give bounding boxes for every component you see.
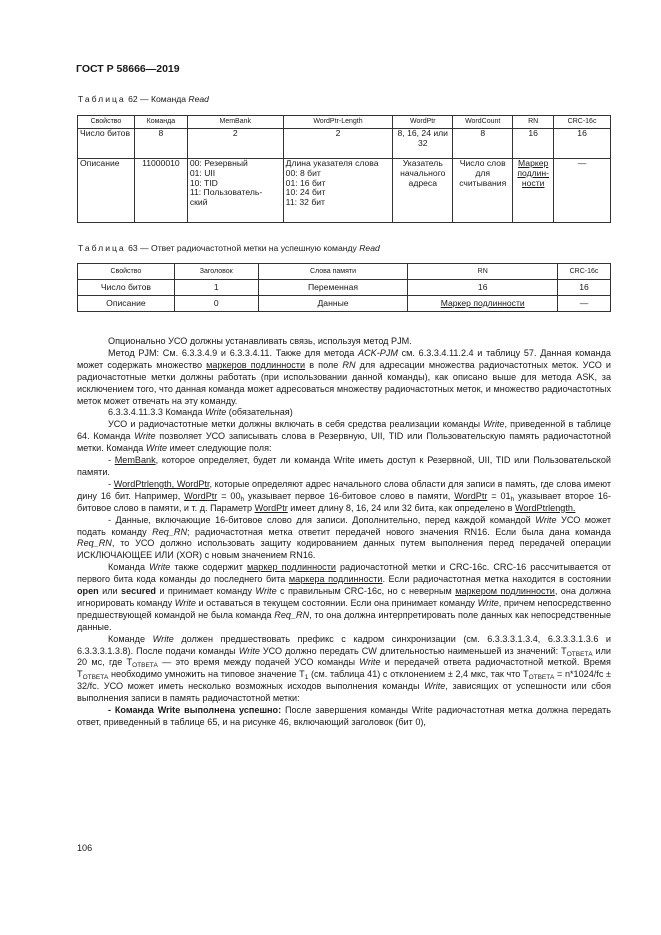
table-62-cell: 2 xyxy=(283,129,393,159)
paragraph: Команда Write также содержит маркер подлинности радиочастотной метки и CRC-16c. CRC-16 рассчитывается от первого бита кода команды до последнего бита маркера подлинности. Если радиочастотная метка находится в состоянии open или secured и принимает команду Write с правильным CRC-16c, но с неверным маркером подлинности, она должна игнорировать команду Write и оставаться в текущем состоянии. Если она принимает команду Write, причем непосредственно предшествующей командой не была команда Req_RN, то она должна интерпретировать поле данных как непосредственные данные. xyxy=(77,562,612,632)
table-63-row xyxy=(78,296,611,312)
table-63-cell: 1 xyxy=(174,280,258,296)
table-62-header-cell: WordPtr xyxy=(393,116,453,129)
table-62-cell: 16 xyxy=(554,129,611,159)
table-62-header-cell: WordPtr-Length xyxy=(283,116,393,129)
table-62-cell: 8, 16, 24 или 32 xyxy=(393,129,453,159)
page-number: 106 xyxy=(77,843,93,853)
table-62-cell: Длина указателя слова 00: 8 бит 01: 16 бит 10: 24 бит 11: 32 бит xyxy=(283,159,393,223)
table-62-cell: 8 xyxy=(453,129,513,159)
paragraph: - Данные, включающие 16-битовое слово для записи. Дополнительно, перед каждой командой Write УСО может подать команду Req_RN; радиочастотная метка ответит передачей нового значения RN16. Если была дана команда Req_RN, то УСО должно использовать защиту кодированием данных путем выполнения перед передачей операции ИСКЛЮЧАЮЩЕЕ ИЛИ (XOR) с новым значением RN16. xyxy=(77,514,612,561)
body-text xyxy=(77,336,611,729)
table-62-cell: 11000010 xyxy=(134,159,187,223)
table-63-cell: Данные xyxy=(258,296,408,312)
table-62-cell: 8 xyxy=(134,129,187,159)
paragraph: Опционально УСО должны устанавливать связь, используя метод PJM. xyxy=(108,336,412,346)
table-63-cell: 16 xyxy=(558,280,611,296)
paragraph: УСО и радиочастотные метки должны включать в себя средства реализации команды Write, приведенной в таблице 64. Команда Write позволяет УСО записывать слова в Резервную, UII, TID или Пользовательскую память радиочастотной метки. Команда Write имеет следующие поля: xyxy=(77,419,611,454)
table-63-row xyxy=(78,280,611,296)
table-63-header-cell: CRC-16c xyxy=(558,264,611,280)
table-63-caption: Таблица 63 — Ответ радиочастотной метки на успешную команду Read xyxy=(78,243,380,253)
table-62-header-cell: MemBank xyxy=(187,116,283,129)
table-63-cell: 16 xyxy=(408,280,558,296)
table-63-cell: Число битов xyxy=(78,280,175,296)
table-63-header-cell: Заголовок xyxy=(174,264,258,280)
table-62-header-cell: CRC-16c xyxy=(554,116,611,129)
paragraph: - WordPtrlength, WordPtr, которые определяют адрес начального слова области для записи в память, где слова имеют дину 16 бит. Например, WordPtr = $00_h$ указывает первое 16-битовое слово в памяти, WordPtr = $01_h$ указывает второе 16-битовое слово в памяти, и т. д. Параметр WordPtr имеет длину 8, 16, 24 или 32 бита, как определено в WordPtrlength. xyxy=(77,478,612,513)
paragraph: - Команда Write выполнена успешно: После завершения команды Write радиочастотная метка должна передать ответ, приведенный в таблице 65, и на рисунке 46, включающий заголовок (бит 0), xyxy=(77,705,611,727)
table-62-header-cell: RN xyxy=(513,116,554,129)
table-62-cell: 2 xyxy=(187,129,283,159)
table-62-cell: Указатель начального адреса xyxy=(393,159,453,223)
table-63-cell: Переменная xyxy=(258,280,408,296)
table-63 xyxy=(77,263,611,312)
table-63-cell: 0 xyxy=(174,296,258,312)
table-63-header-cell: Слова памяти xyxy=(258,264,408,280)
table-63-cell: Маркер подлинности xyxy=(408,296,558,312)
table-62-cell: Число слов для считывания xyxy=(453,159,513,223)
paragraph: Метод PJM: См. 6.3.3.4.9 и 6.3.3.4.11. Также для метода ACK-PJM см. 6.3.3.4.11.2.4 и таблицу 57. Данная команда может содержать множество маркеров подлинности в поле RN для адресации множества радиочастотных меток. УСО и радиочастотные метки должны работать (при использовании данной команды), как описано выше для метода ASK, за исключением того, что данная команда может адресоваться множеству радиочастотных меток, и множество радиочастотных меток может отвечать на эту команду. xyxy=(77,347,611,406)
table-62-row-bits xyxy=(78,129,611,159)
table-63-header-cell: RN xyxy=(408,264,558,280)
table-62-cell: — xyxy=(554,159,611,223)
paragraph: - MemBank, которое определяет, будет ли команда Write иметь доступ к Резервной, UII, TID или Пользовательской памяти. xyxy=(77,455,612,477)
table-62-cell: Число битов xyxy=(78,129,135,159)
table-63-cell: — xyxy=(558,296,611,312)
table-62-header-cell: Свойство xyxy=(78,116,135,129)
document-header: ГОСТ Р 58666—2019 xyxy=(76,63,180,75)
table-62-header-cell: WordCount xyxy=(453,116,513,129)
table-63-cell: Описание xyxy=(78,296,175,312)
table-62 xyxy=(77,115,611,223)
table-62-cell: 00: Резервный 01: UII 10: TID 11: Пользователь- ский xyxy=(187,159,283,223)
table-62-header-row xyxy=(78,116,611,129)
paragraph: Команде Write должен предшествовать префикс с кадром синхронизации (см. 6.3.3.3.1.3.4, 6.3.3.3.1.3.6 и 6.3.3.3.1.3.8). После подачи команды Write УСО должно передать CW длительностью наименьшей из значений: $T_{ОТВЕТА}$ или 20 мс, где $T_{ОТВЕТА}$ — это время между подачей УСО команды Write и передачей ответа радиочастотной меткой. Время $T_{ОТВЕТА}$ необходимо умножить на типовое значение $T_1$ (см. таблица 41) с отклонением ± 2,4 мкс, так что $T_{ОТВЕТА} = n*1024/fc \pm 32/fc$. УСО может иметь несколько возможных исходов выполнения команды Write, зависящих от успешности или сбоя выполнения записи в память радиочастотной метки: xyxy=(77,633,612,704)
table-62-row-description xyxy=(78,159,611,223)
table-63-header-row xyxy=(78,264,611,280)
table-62-caption: Таблица 62 — Команда Read xyxy=(78,94,209,104)
table-62-header-cell: Команда xyxy=(134,116,187,129)
table-62-cell: 16 xyxy=(513,129,554,159)
table-62-cell: Маркер подлин-ности xyxy=(513,159,554,223)
table-62-cell: Описание xyxy=(78,159,135,223)
table-63-header-cell: Свойство xyxy=(78,264,175,280)
section-heading: 6.3.3.4.11.3.3 Команда Write (обязательная) xyxy=(108,407,293,418)
